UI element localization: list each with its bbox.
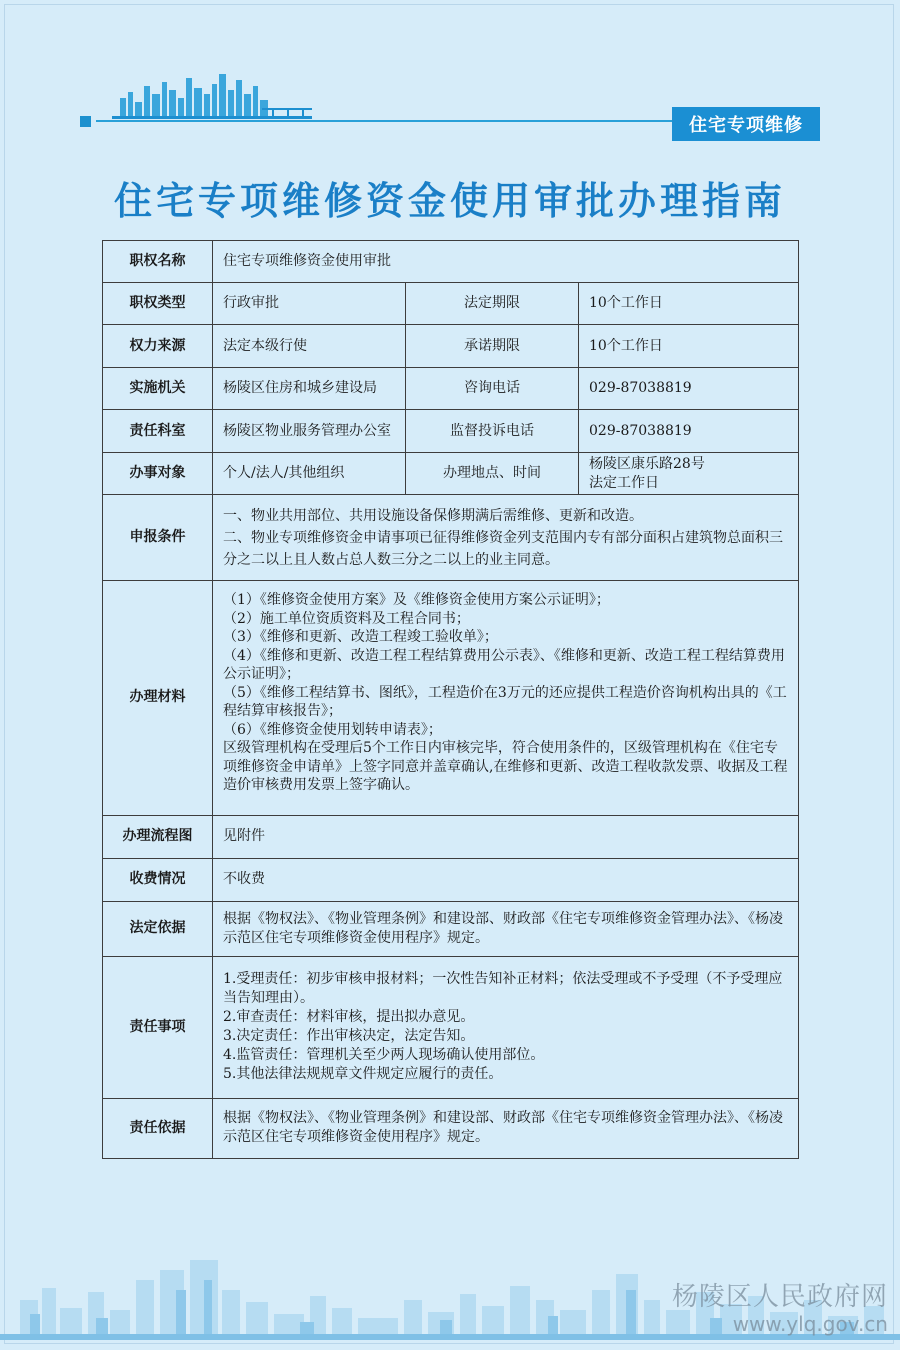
row-value: 10个工作日 [579, 325, 799, 368]
table-row [103, 410, 799, 453]
row-label: 承诺期限 [406, 325, 579, 368]
table-row [103, 956, 799, 1098]
row-label: 收费情况 [103, 858, 213, 901]
row-value: 个人/法人/其他组织 [213, 453, 406, 495]
row-label: 权力来源 [103, 325, 213, 368]
row-label: 法定依据 [103, 901, 213, 956]
row-value: 不收费 [213, 858, 799, 901]
table-row [103, 325, 799, 368]
duty-item: 2.审查责任：材料审核，提出拟办意见。 [223, 1009, 475, 1025]
row-label: 责任科室 [103, 410, 213, 453]
row-value [213, 495, 799, 581]
row-value: 杨陵区物业服务管理办公室 [213, 410, 406, 453]
table-row [103, 453, 799, 495]
material-item: 区级管理机构在受理后5个工作日内审核完毕，符合使用条件的，区级管理机构在《住宅专项维修资金申请单》上签字同意并盖章确认,在维修和更新、改造工程收款发票、收据及工程造价审核费用发票上签字确认。 [223, 740, 788, 793]
row-label: 法定期限 [406, 283, 579, 325]
duty-item: 3.决定责任：作出审核决定，法定告知。 [223, 1028, 475, 1044]
header-rule [96, 120, 666, 122]
row-label: 责任依据 [103, 1098, 213, 1158]
material-item: （4）《维修和更新、改造工程工程结算费用公示表》、《维修和更新、改造工程工程结算费用公示证明》； [223, 647, 785, 682]
row-value [579, 453, 799, 495]
row-value: 法定本级行使 [213, 325, 406, 368]
row-label: 实施机关 [103, 368, 213, 410]
row-value: 10个工作日 [579, 283, 799, 325]
row-label: 监督投诉电话 [406, 410, 579, 453]
skyline-header-illustration [112, 64, 312, 120]
category-badge: 住宅专项维修 [672, 107, 820, 141]
row-value [213, 581, 799, 816]
watermark-site-name: 杨陵区人民政府网 [671, 1282, 888, 1312]
guide-table [102, 240, 799, 1159]
header-square-icon [80, 116, 91, 127]
row-value: 根据《物权法》、《物业管理条例》和建设部、财政部《住宅专项维修资金管理办法》、《杨凌示范区住宅专项维修资金使用程序》规定。 [213, 1098, 799, 1158]
condition-item: 二、物业专项维修资金申请事项已征得维修资金列支范围内专有部分面积占建筑物总面积三分之二以上且人数占总人数三分之二以上的业主同意。 [223, 529, 783, 568]
table-row [103, 815, 799, 858]
duty-item: 4.监管责任：管理机关至少两人现场确认使用部位。 [223, 1047, 545, 1063]
location-line: 法定工作日 [589, 474, 659, 491]
watermark-url: www.ylq.gov.cn [732, 1312, 888, 1336]
material-item: （3）《维修和更新、改造工程竣工验收单》； [223, 629, 498, 645]
page-title: 住宅专项维修资金使用审批办理指南 [113, 179, 786, 223]
material-item: （1）《维修资金使用方案》及《维修资金使用方案公示证明》； [223, 592, 610, 608]
row-label: 办理地点、时间 [406, 453, 579, 495]
row-value: 029-87038819 [579, 368, 799, 410]
table-row [103, 368, 799, 410]
table-row [103, 901, 799, 956]
material-item: （5）《维修工程结算书、图纸》，工程造价在3万元的还应提供工程造价咨询机构出具的《工程结算审核报告》； [223, 684, 787, 719]
duty-item: 1.受理责任：初步审核申报材料；一次性告知补正材料；依法受理或不予受理（不予受理应当告知理由）。 [223, 971, 783, 1006]
row-value: 029-87038819 [579, 410, 799, 453]
location-line: 杨陵区康乐路28号 [589, 455, 705, 472]
condition-item: 一、物业共用部位、共用设施设备保修期满后需维修、更新和改造。 [223, 507, 643, 524]
row-value: 行政审批 [213, 283, 406, 325]
row-label: 职权名称 [103, 241, 213, 283]
table-row [103, 241, 799, 283]
row-label: 责任事项 [103, 956, 213, 1098]
row-label: 办理流程图 [103, 815, 213, 858]
row-value: 见附件 [213, 815, 799, 858]
row-label: 办事对象 [103, 453, 213, 495]
row-label: 职权类型 [103, 283, 213, 325]
table-row [103, 581, 799, 816]
row-value: 根据《物权法》、《物业管理条例》和建设部、财政部《住宅专项维修资金管理办法》、《杨凌示范区住宅专项维修资金使用程序》规定。 [213, 901, 799, 956]
row-label: 申报条件 [103, 495, 213, 581]
material-item: （6）《维修资金使用划转申请表》； [223, 721, 442, 738]
row-value: 杨陵区住房和城乡建设局 [213, 368, 406, 410]
row-value [213, 956, 799, 1098]
duty-item: 5.其他法律法规规章文件规定应履行的责任。 [223, 1066, 503, 1082]
table-row [103, 495, 799, 581]
row-value: 住宅专项维修资金使用审批 [213, 241, 799, 283]
material-item: （2）施工单位资质资料及工程合同书； [223, 610, 470, 627]
table-row [103, 283, 799, 325]
table-row [103, 1098, 799, 1158]
table-row [103, 858, 799, 901]
row-label: 咨询电话 [406, 368, 579, 410]
row-label: 办理材料 [103, 581, 213, 816]
